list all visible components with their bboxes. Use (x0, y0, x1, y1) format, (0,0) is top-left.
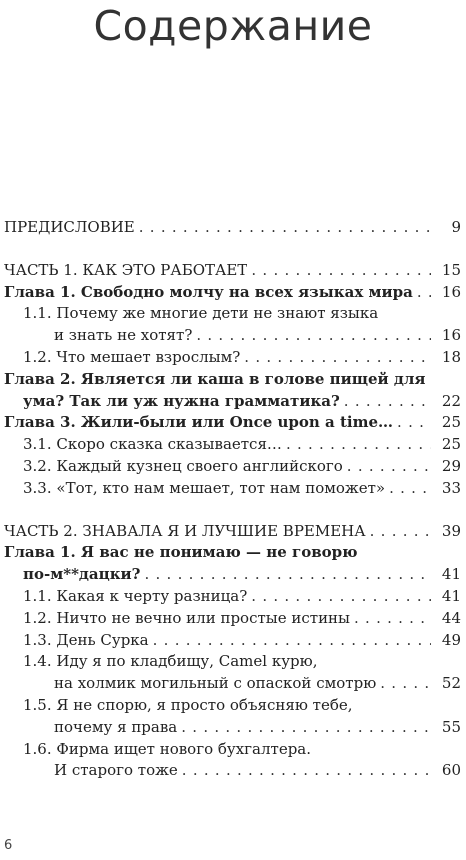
toc-entry[interactable] (4, 564, 461, 586)
dot-leader (182, 760, 431, 782)
dot-leader (244, 347, 431, 369)
dot-leader (144, 564, 431, 586)
dot-leader (380, 673, 431, 695)
toc-entry[interactable] (4, 760, 461, 782)
toc-page-number: 16 (441, 282, 461, 301)
toc-entry-line (4, 303, 461, 325)
page-title: Содержание (93, 2, 373, 50)
toc-entry-title: Глава 1. Свободно молчу на всех языках мира (4, 282, 413, 301)
toc-entry-title: 3.3. «Тот, кто нам мешает, тот нам поможет» (23, 478, 386, 497)
dot-leader (417, 282, 431, 304)
toc-entry-title: Глава 1. Я вас не понимаю — не говорю (4, 543, 358, 562)
toc-entry-title: ума? Так ли уж нужна грамматика? (23, 391, 340, 410)
dot-leader (286, 434, 431, 456)
toc-entry-title: на холмик могильный с опаской смотрю (54, 674, 377, 693)
toc-entry-line (4, 542, 461, 564)
toc-page-number: 9 (451, 218, 461, 236)
dot-leader (344, 391, 431, 413)
toc-entry[interactable] (4, 325, 461, 347)
toc-entry-title: 1.2. Ничто не вечно или простые истины (23, 608, 350, 627)
toc-page-number: 41 (441, 565, 461, 584)
toc-entry-title: почему я права (54, 717, 178, 736)
toc-entry-title: ПРЕДИСЛОВИЕ (4, 218, 135, 236)
toc-page-number: 49 (441, 630, 461, 649)
toc-entry[interactable] (4, 217, 461, 239)
toc-entry-title: И старого тоже (54, 761, 178, 780)
toc-entry-title: Глава 3. Жили-были или Once upon a time… (4, 413, 394, 432)
toc-page-number: 39 (441, 521, 461, 540)
dot-leader (354, 608, 431, 630)
toc-entry[interactable] (4, 586, 461, 608)
toc-page-number: 41 (441, 586, 461, 605)
toc-entry-title: Глава 2. Является ли каша в голове пищей для (4, 369, 426, 388)
toc-entry[interactable] (4, 434, 461, 456)
toc-entry-line (4, 739, 461, 761)
toc-entry-title: и знать не хотят? (54, 326, 193, 345)
dot-leader (139, 217, 431, 239)
toc-entry[interactable] (4, 717, 461, 739)
toc-entry[interactable] (4, 521, 461, 543)
dot-leader (251, 260, 431, 282)
toc-entry[interactable] (4, 608, 461, 630)
dot-leader (251, 586, 431, 608)
toc-entry-title: 1.1. Почему же многие дети не знают языка (23, 304, 379, 323)
toc-entry[interactable] (4, 630, 461, 652)
toc-page-number: 25 (441, 435, 461, 454)
toc-entry-title: по-м**дацки? (23, 565, 141, 584)
toc-entry-title: 3.1. Скоро сказка сказывается… (23, 435, 282, 454)
section-gap (4, 239, 461, 260)
toc-entry[interactable] (4, 347, 461, 369)
dot-leader (196, 325, 431, 347)
toc-page-number: 29 (441, 456, 461, 475)
toc-entry-title: 3.2. Каждый кузнец своего английского (23, 456, 343, 475)
toc-page-number: 18 (441, 347, 461, 366)
page-number: 6 (4, 838, 13, 853)
toc-entry[interactable] (4, 456, 461, 478)
toc-entry-title: ЧАСТЬ 2. ЗНАВАЛА Я И ЛУЧШИЕ ВРЕМЕНА (4, 521, 366, 540)
toc-page-number: 33 (441, 478, 461, 497)
toc-entry-title: 1.3. День Сурка (23, 630, 149, 649)
dot-leader (347, 456, 431, 478)
toc-page-number: 55 (441, 717, 461, 736)
toc-page-number: 15 (441, 260, 461, 279)
toc-page-number: 22 (441, 391, 461, 410)
dot-leader (153, 630, 431, 652)
toc-entry-title: 1.6. Фирма ищет нового бухгалтера. (23, 739, 312, 758)
dot-leader (181, 717, 431, 739)
toc-entry-title: 1.4. Иду я по кладбищу, Camel курю, (23, 652, 318, 671)
section-gap (4, 500, 461, 521)
toc-entry-title: 1.5. Я не спорю, я просто объясняю тебе, (23, 695, 353, 714)
toc-entry-line (4, 369, 461, 391)
toc-page-number: 25 (441, 413, 461, 432)
toc-entry[interactable] (4, 391, 461, 413)
toc-entry-title: ЧАСТЬ 1. КАК ЭТО РАБОТАЕТ (4, 260, 248, 279)
toc-entry-line (4, 651, 461, 673)
toc-entry[interactable] (4, 478, 461, 500)
toc-entry-title: 1.2. Что мешает взрослым? (23, 347, 241, 366)
toc-entry[interactable] (4, 260, 461, 282)
table-of-contents (4, 217, 461, 782)
toc-page-number: 16 (441, 326, 461, 345)
dot-leader (397, 412, 431, 434)
toc-entry[interactable] (4, 673, 461, 695)
toc-page-number: 60 (441, 761, 461, 780)
dot-leader (370, 521, 431, 543)
dot-leader (389, 478, 431, 500)
toc-entry-title: 1.1. Какая к черту разница? (23, 586, 248, 605)
toc-page-number: 44 (441, 608, 461, 627)
toc-page-number: 52 (441, 674, 461, 693)
toc-entry-line (4, 695, 461, 717)
toc-entry[interactable] (4, 412, 461, 434)
toc-entry[interactable] (4, 282, 461, 304)
